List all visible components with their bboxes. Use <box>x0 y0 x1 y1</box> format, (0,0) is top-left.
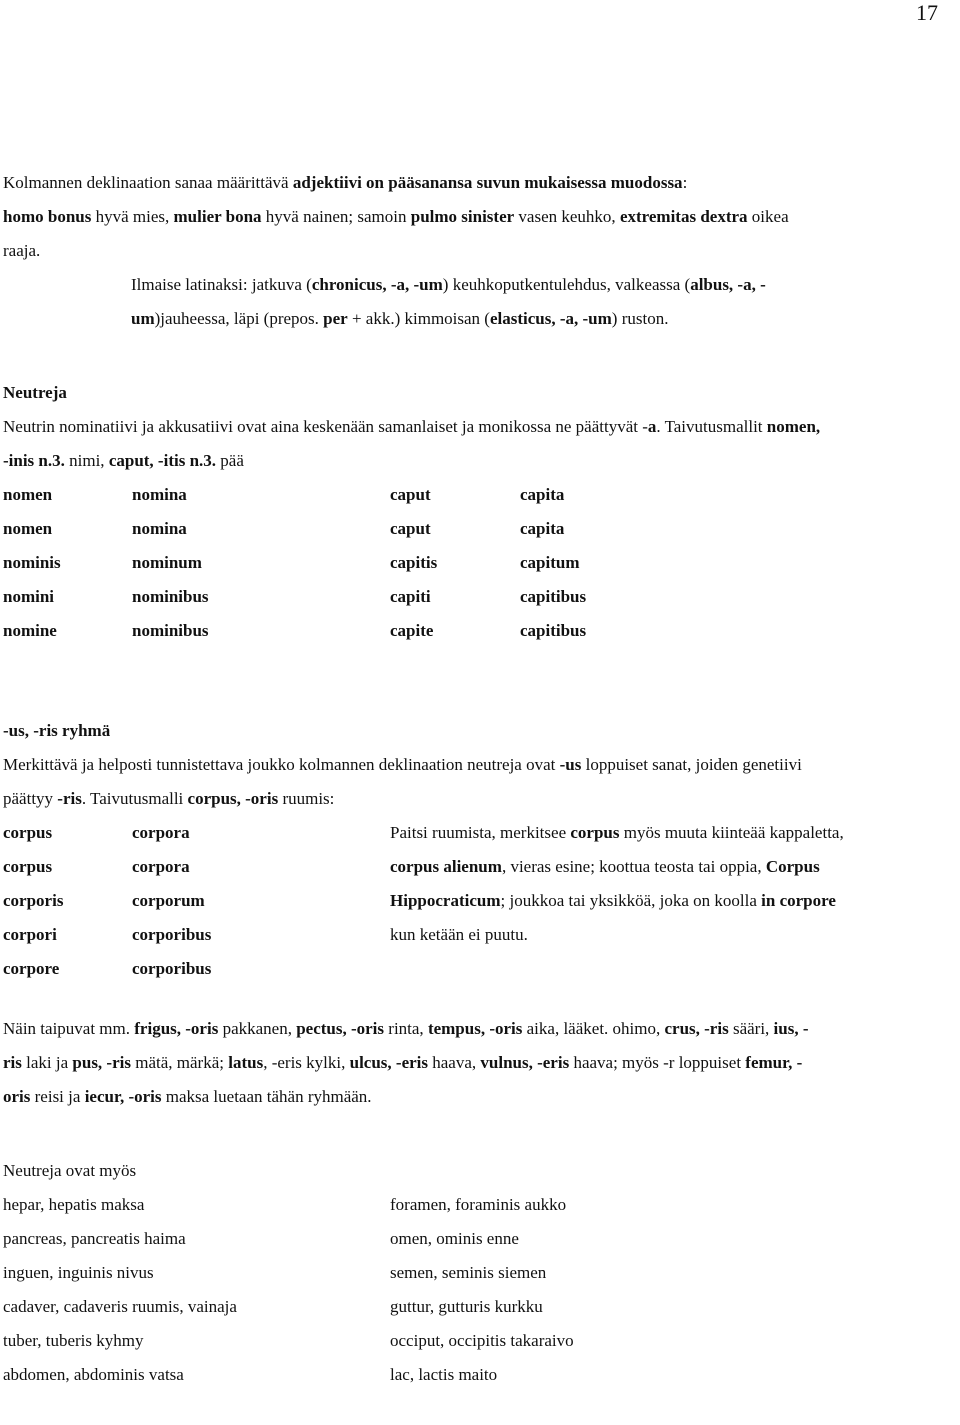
table-cell: capita <box>520 519 565 538</box>
text-run: elasticus, -a, -um <box>489 309 612 328</box>
neuter-word-list <box>3 1188 947 1392</box>
text-run: um <box>131 309 155 328</box>
table-cell: corporibus <box>132 959 212 978</box>
text-run: ulcus, -eris <box>349 1053 428 1072</box>
table-cell: corpore <box>3 959 60 978</box>
list-item: occiput, occipitis takaraivo <box>390 1331 574 1350</box>
text-run: ; joukkoa tai yksikköä, joka on koolla <box>500 891 762 910</box>
neuter-list-right <box>390 1188 947 1392</box>
text-run: albus, -a, - <box>690 275 766 294</box>
text-run: myös muuta kiinteää kappaletta, <box>619 823 844 842</box>
table-cell: capitum <box>520 553 580 572</box>
nain-line-2 <box>3 1046 947 1080</box>
list-item: tuber, tuberis kyhmy <box>3 1331 144 1350</box>
table-cell: corpora <box>132 823 190 842</box>
table-row <box>3 952 390 986</box>
text-run: loppuiset sanat, joiden genetiivi <box>581 755 802 774</box>
text-run: Hippocraticum <box>390 891 501 910</box>
table-row <box>3 816 390 850</box>
text-run: reisi ja <box>30 1087 85 1106</box>
table-cell: corpus <box>3 823 53 842</box>
table-cell: nominibus <box>132 587 209 606</box>
neutreja-line-2 <box>3 444 947 478</box>
table-row <box>3 884 390 918</box>
text-run: corpus, -oris <box>187 789 279 808</box>
usris-heading: -us, -ris ryhmä <box>3 721 111 740</box>
text-run: latus <box>228 1053 264 1072</box>
text-run: per <box>323 309 348 328</box>
list-item: cadaver, cadaveris ruumis, vainaja <box>3 1297 237 1316</box>
table-cell: corpori <box>3 925 57 944</box>
text-run: Neutrin nominatiivi ja akkusatiivi ovat aina keskenään samanlaiset ja monikossa ne päättyvät - <box>3 417 648 436</box>
table-cell: nominum <box>132 553 202 572</box>
table-cell: nomina <box>132 519 187 538</box>
corpus-table <box>3 816 390 986</box>
text-run: crus, -ris <box>664 1019 729 1038</box>
text-run: -ris <box>57 789 82 808</box>
text-run: aika, lääket. ohimo, <box>522 1019 665 1038</box>
table-cell: corporis <box>3 891 64 910</box>
text-run: tempus, -oris <box>427 1019 523 1038</box>
list-item: omen, ominis enne <box>390 1229 519 1248</box>
list-item: hepar, hepatis maksa <box>3 1195 145 1214</box>
table-row <box>3 614 947 648</box>
text-run: pulmo sinister <box>410 207 515 226</box>
table-row <box>3 478 947 512</box>
text-run: vasen keuhko, <box>514 207 620 226</box>
table-cell: capitis <box>390 553 438 572</box>
table-row <box>3 512 947 546</box>
text-run: . Taivutusmallit <box>656 417 767 436</box>
table-cell: capite <box>390 621 434 640</box>
note-line <box>390 816 947 850</box>
nain-line-3 <box>3 1080 947 1114</box>
text-run: mätä, märkä; <box>130 1053 229 1072</box>
nomen-caput-table <box>3 478 947 648</box>
text-run: extremitas dextra <box>619 207 748 226</box>
intro-line-1 <box>3 166 947 200</box>
text-run: -inis n.3. <box>3 451 65 470</box>
text-run: haava; myös -r loppuiset <box>569 1053 746 1072</box>
list-item: foramen, foraminis aukko <box>390 1195 567 1214</box>
text-run: Merkittävä ja helposti tunnistettava joukko kolmannen deklinaation neutreja ovat <box>3 755 560 774</box>
text-run: in corpore <box>761 891 836 910</box>
text-run: nimi, <box>64 451 109 470</box>
text-run: corpus alienum <box>390 857 502 876</box>
text-run: Paitsi ruumista, merkitsee <box>390 823 571 842</box>
text-run: iecur, -oris <box>84 1087 162 1106</box>
text-run: caput, -itis n.3. <box>108 451 217 470</box>
neutreja-heading: Neutreja <box>3 383 67 402</box>
text-run: ) keuhkoputkentulehdus, valkeassa ( <box>442 275 691 294</box>
corpus-section <box>3 816 947 986</box>
text-run: raaja. <box>3 241 41 260</box>
list-item: guttur, gutturis kurkku <box>390 1297 543 1316</box>
usris-line-1 <box>3 748 947 782</box>
text-run: hyvä mies, <box>91 207 174 226</box>
text-run: sääri, <box>728 1019 774 1038</box>
text-run: ius, - <box>773 1019 809 1038</box>
table-cell: nomen <box>3 519 53 538</box>
text-run: rinta, <box>384 1019 428 1038</box>
text-run: kun ketään ei puutu. <box>390 925 528 944</box>
text-run: homo bonus <box>3 207 92 226</box>
myos-heading: Neutreja ovat myös <box>3 1161 137 1180</box>
text-run: mulier bona <box>173 207 262 226</box>
list-item: pancreas, pancreatis haima <box>3 1229 186 1248</box>
text-run: chronicus, -a, -um <box>311 275 443 294</box>
table-cell: capitibus <box>520 621 587 640</box>
text-run: ruumis: <box>278 789 335 808</box>
exercise-line-1 <box>3 268 947 302</box>
list-item: inguen, inguinis nivus <box>3 1263 154 1282</box>
text-run: ) ruston. <box>611 309 669 328</box>
text-run: : <box>682 173 688 192</box>
nain-line-1 <box>3 1012 947 1046</box>
neuter-list-left <box>3 1188 390 1392</box>
text-run: , vieras esine; koottua teosta tai oppia, <box>501 857 766 876</box>
text-run: hyvä nainen; samoin <box>261 207 411 226</box>
table-cell: corporibus <box>132 925 212 944</box>
table-cell: capita <box>520 485 565 504</box>
text-run: + akk.) kimmoisan ( <box>347 309 490 328</box>
text-run: frigus, -oris <box>134 1019 219 1038</box>
text-run: ris <box>3 1053 22 1072</box>
intro-line-3 <box>3 234 947 268</box>
table-cell: nomine <box>3 621 57 640</box>
text-run: corpus <box>570 823 620 842</box>
corpus-note <box>390 816 947 986</box>
text-run: Corpus <box>765 857 820 876</box>
exercise-line-2 <box>3 302 947 336</box>
table-row <box>3 546 947 580</box>
table-cell: capitibus <box>520 587 587 606</box>
text-run: pectus, -oris <box>296 1019 385 1038</box>
text-run: adjektiivi on pääsanansa suvun mukaisessa muodossa <box>292 173 683 192</box>
text-run: Näin taipuvat mm. <box>3 1019 135 1038</box>
list-item: semen, seminis siemen <box>390 1263 547 1282</box>
text-run: )jauheessa, läpi (prepos. <box>154 309 324 328</box>
text-run: Ilmaise latinaksi: jatkuva ( <box>131 275 312 294</box>
text-run: Kolmannen deklinaation sanaa määrittävä <box>3 173 293 192</box>
note-line <box>390 918 947 952</box>
text-run: a <box>647 417 657 436</box>
text-run: haava, <box>428 1053 481 1072</box>
text-run: päättyy <box>3 789 58 808</box>
table-cell: corpus <box>3 857 53 876</box>
text-run: vulnus, -eris <box>480 1053 570 1072</box>
table-cell: caput <box>390 519 431 538</box>
document-body <box>3 166 947 1392</box>
table-cell: nomini <box>3 587 55 606</box>
table-cell: nominibus <box>132 621 209 640</box>
list-item: abdomen, abdominis vatsa <box>3 1365 184 1384</box>
note-line <box>390 884 947 918</box>
text-run: pakkanen, <box>218 1019 297 1038</box>
text-run: , -eris kylki, <box>263 1053 350 1072</box>
page-number: 17 <box>916 0 938 25</box>
table-cell: corpora <box>132 857 190 876</box>
list-item: lac, lactis maito <box>390 1365 498 1384</box>
table-cell: corporum <box>132 891 205 910</box>
table-row <box>3 918 390 952</box>
text-run: pää <box>216 451 244 470</box>
usris-line-2 <box>3 782 947 816</box>
table-row <box>3 580 947 614</box>
table-cell: capiti <box>390 587 431 606</box>
text-run: nomen, <box>766 417 821 436</box>
text-run: femur, - <box>745 1053 803 1072</box>
note-line <box>390 850 947 884</box>
neutreja-line-1 <box>3 410 947 444</box>
text-run: laki ja <box>21 1053 73 1072</box>
text-run: maksa luetaan tähän ryhmään. <box>161 1087 372 1106</box>
text-run: . Taivutusmalli <box>81 789 188 808</box>
intro-line-2 <box>3 200 947 234</box>
table-cell: caput <box>390 485 431 504</box>
table-row <box>3 850 390 884</box>
text-run: oikea <box>747 207 789 226</box>
table-cell: nominis <box>3 553 61 572</box>
text-run: -us <box>559 755 582 774</box>
text-run: pus, -ris <box>72 1053 131 1072</box>
text-run: oris <box>3 1087 31 1106</box>
table-cell: nomina <box>132 485 187 504</box>
table-cell: nomen <box>3 485 53 504</box>
